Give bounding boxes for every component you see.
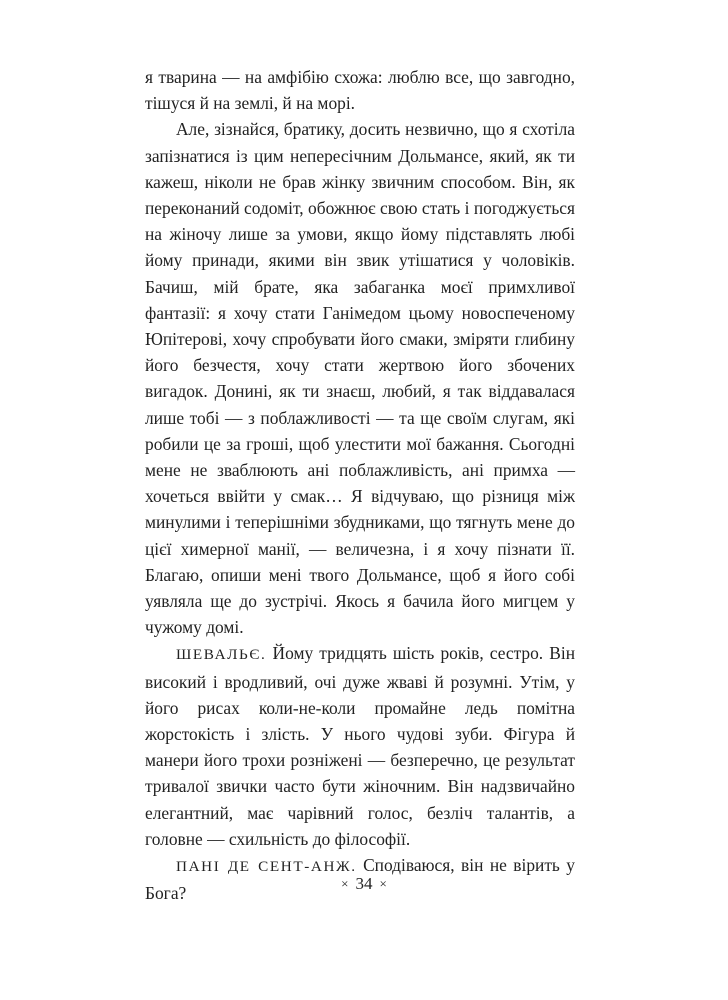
paragraph-text: Сподіваюся, він не вірить у Бога? [145, 855, 575, 904]
folio-ornament-right: × [379, 876, 387, 891]
body-text [145, 64, 575, 907]
speaker-name: ШЕВАЛЬЄ. [176, 646, 267, 664]
speaker-name: ПАНІ ДЕ СЕНТ-АНЖ. [176, 858, 357, 876]
paragraph-text: Але, зізнайся, братику, досить незвично, що я схотіла запізнатися із цим непересічним Дольмансе, який, як ти кажеш, ніколи не брав жінку звичним способом. Він, як переконаний содоміт, обожнює свою стать і погоджується на жіночу лише за умови, якщо йому підставлять любі йому принади, якими він звик утішатися у чоловіків. Бачиш, мій брате, яка забаганка моєї примхливої фантазії: я хочу стати Ганімедом цьому новоспеченому Юпітерові, хочу спробувати його смаки, зміряти глибину його безчестя, хочу стати жертвою його збочених вигадок. Донині, як ти знаєш, любий, я так віддавалася лише тобі — з поблажливості — та ще своїм слугам, які робили це за гроші, щоб улестити мої бажання. Сьогодні мене не зваблюють ані поблажливість, ані примха — хочеться ввійти у смак… Я відчуваю, що різниця між минулими і теперішніми збудниками, що тягнуть мене до цієї химерної манії, — величезна, і я хочу пізнати її. Благаю, опиши мені твого Дольмансе, щоб я його собі уявляла ще до зустрічі. Якось я бачила його мигцем у чужому домі. [145, 119, 575, 638]
paragraph [145, 116, 575, 640]
page-number-footer [0, 874, 728, 894]
dialogue-paragraph [145, 640, 575, 852]
page-number: 34 [355, 874, 373, 893]
paragraph [145, 64, 575, 116]
folio-ornament-left: × [341, 876, 349, 891]
paragraph-text: я тварина — на амфібію схожа: люблю все, що завгодно, тішуся й на землі, й на морі. [145, 67, 575, 114]
paragraph-text: Йому тридцять шість років, сестро. Він високий і вродливий, очі дуже жваві й розумні. Утім, у його рисах коли-не-коли промайне ледь помітна жорстокість і злість. У нього чудові зуби. Фігура й манери його трохи розніжені — безперечно, це результат тривалої звички часто бути жіночним. Він надзвичайно елегантний, має чарівний голос, безліч талантів, а головне — схильність до філософії. [145, 643, 575, 849]
